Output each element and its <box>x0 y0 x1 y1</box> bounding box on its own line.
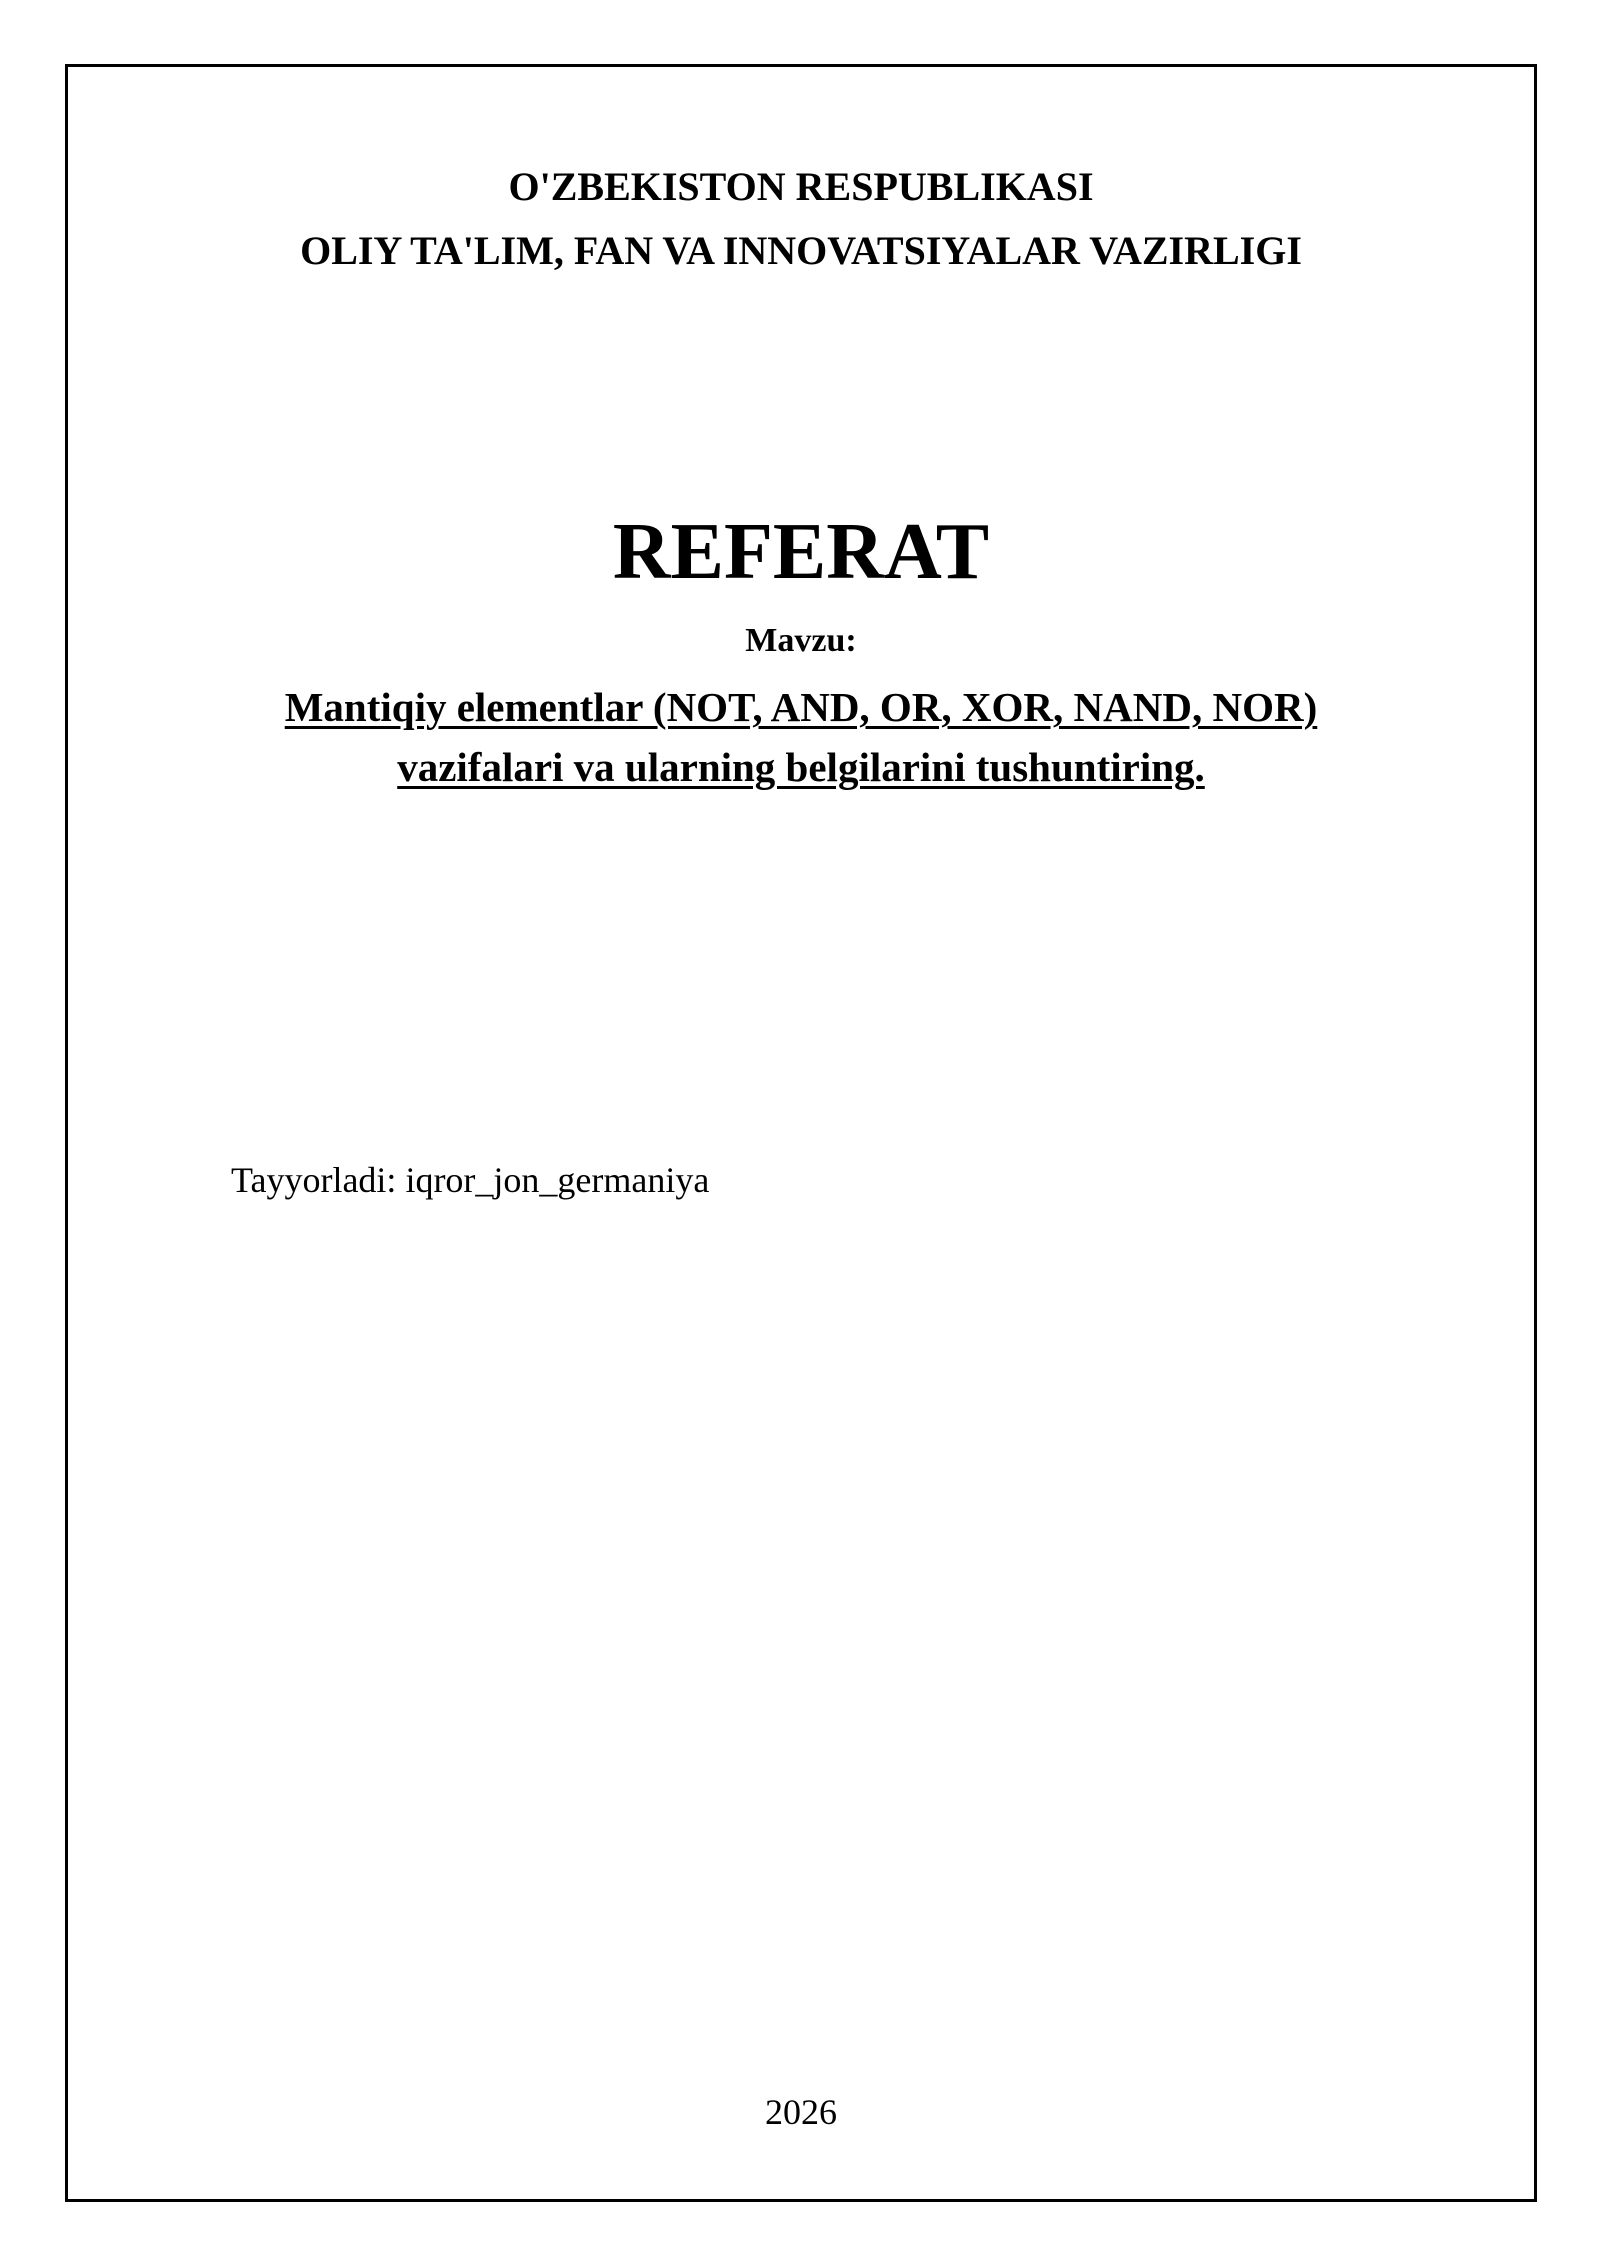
topic-title-line-1: Mantiqiy elementlar (NOT, AND, OR, XOR, NAND, NOR) <box>284 684 1318 730</box>
topic-title <box>68 677 1534 797</box>
header-country: O'ZBEKISTON RESPUBLIKASI <box>508 164 1094 209</box>
page-frame <box>65 64 1537 2202</box>
author-label: Tayyorladi: <box>231 1160 397 1200</box>
author-line <box>231 1155 709 1205</box>
header-ministry: OLIY TA'LIM, FAN VA INNOVATSIYALAR VAZIRLIGI <box>300 228 1302 273</box>
topic-label: Mavzu: <box>745 622 857 659</box>
document-type-title: REFERAT <box>612 508 990 596</box>
author-name: iqror_jon_germaniya <box>405 1160 710 1200</box>
year: 2026 <box>765 2092 837 2132</box>
ministry-header <box>68 155 1534 283</box>
topic-title-line-2: vazifalari va ularning belgilarini tushuntiring. <box>397 744 1205 790</box>
